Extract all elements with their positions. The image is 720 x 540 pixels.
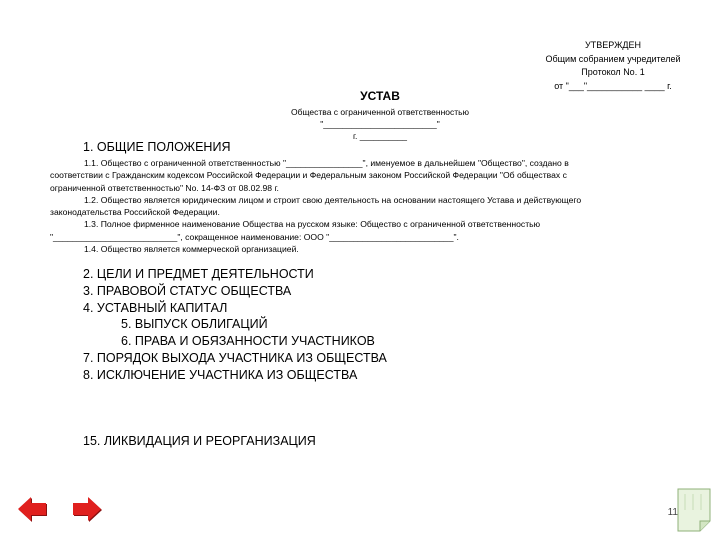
previous-slide-button[interactable] [17,495,47,523]
paragraph-line: "__________________________", сокращенное наименование: ООО "__________________________". [50,231,459,242]
paragraph-line: ограниченной ответственностью" No. 14-ФЗ от 08.02.98 г. [50,182,279,193]
toc-item: 6. ПРАВА И ОБЯЗАННОСТИ УЧАСТНИКОВ [121,334,375,349]
page-corner-icon [677,488,711,532]
document-title: УСТАВ [360,89,400,103]
toc-item-liquidation: 15. ЛИКВИДАЦИЯ И РЕОРГАНИЗАЦИЯ [83,434,316,448]
arrow-left-icon [17,495,47,523]
section-body-general [50,157,680,255]
approval-block [520,39,706,93]
toc-item: 7. ПОРЯДОК ВЫХОДА УЧАСТНИКА ИЗ ОБЩЕСТВА [83,350,387,365]
subtitle-city: г. __________ [352,131,408,141]
paragraph-line: 1.3. Полное фирменное наименование Общества на русском языке: Общество с ограниченной ответственностью [84,219,541,230]
approval-line-protocol: Протокол No. 1 [581,67,645,77]
toc-item: 5. ВЫПУСК ОБЛИГАЦИЙ [121,317,268,332]
arrow-right-icon [72,495,102,523]
next-slide-button[interactable] [72,495,102,523]
page-corner-badge [677,488,711,532]
paragraph-line: 1.1. Общество с ограниченной ответственностью "________________", именуемое в дальнейшем "Общество", создано в [84,158,569,168]
paragraph-line: законодательства Российской Федерации. [50,207,220,218]
subtitle-company-name: "________________________" [320,119,440,129]
approval-line-body: Общим собранием учредителей [545,53,681,64]
approval-line-date: от "___"___________ ____ г. [554,80,672,91]
toc-item: 8. ИСКЛЮЧЕНИЕ УЧАСТНИКА ИЗ ОБЩЕСТВА [83,367,358,382]
section-heading-general: 1. ОБЩИЕ ПОЛОЖЕНИЯ [83,140,231,154]
approval-line-approved: УТВЕРЖДЕН [584,40,642,50]
table-of-contents [83,266,387,384]
toc-item: 2. ЦЕЛИ И ПРЕДМЕТ ДЕЯТЕЛЬНОСТИ [83,267,314,281]
paragraph-line: соответствии с Гражданским кодексом Российской Федерации и Федеральным законом Российской Федерации "Об обществах с [50,170,567,181]
subtitle-company-type: Общества с ограниченной ответственностью [291,107,469,117]
paragraph-line: 1.2. Общество является юридическим лицом и строит свою деятельность на основании настоящего Устава и действующего [84,194,582,205]
toc-item: 3. ПРАВОВОЙ СТАТУС ОБЩЕСТВА [83,283,292,298]
toc-item: 4. УСТАВНЫЙ КАПИТАЛ [83,300,228,315]
page-number: 11 [667,507,678,518]
paragraph-line: 1.4. Общество является коммерческой организацией. [84,244,299,255]
document-subtitle [250,106,510,142]
